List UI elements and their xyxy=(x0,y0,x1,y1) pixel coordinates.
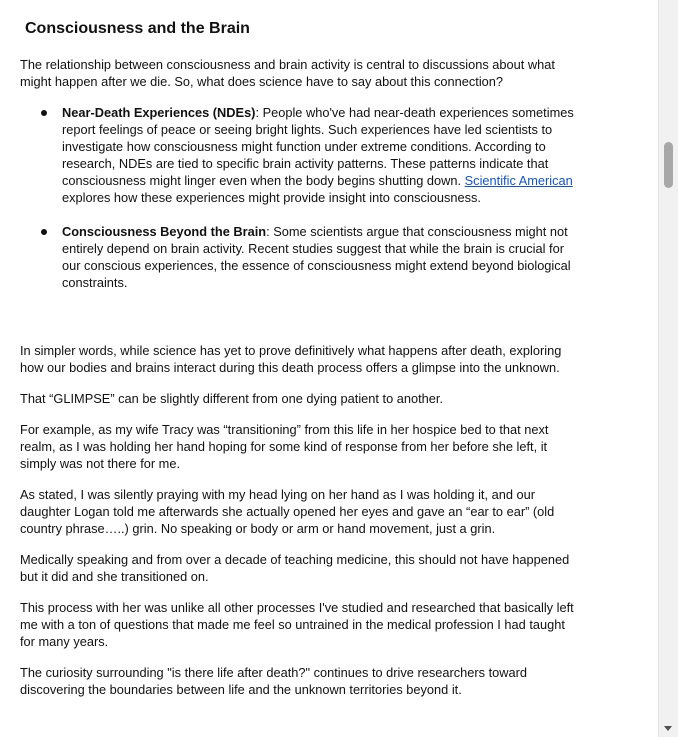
section-heading: Consciousness and the Brain xyxy=(25,20,250,37)
bullet-title: Consciousness Beyond the Brain xyxy=(62,224,267,239)
paragraph: The curiosity surrounding "is there life after death?" continues to drive researchers toward discovering the boundaries between life and the unknown territories beyond it. xyxy=(20,665,527,697)
scroll-down-arrow-icon[interactable] xyxy=(664,726,672,731)
paragraph: This process with her was unlike all other processes I've studied and researched that basically left me with a ton of questions that made me feel so untrained in the medical profession I had taught for many years. xyxy=(20,600,574,649)
bullet-title: Near-Death Experiences (NDEs) xyxy=(62,105,256,120)
scientific-american-link[interactable]: Scientific American xyxy=(464,173,573,188)
list-item-consciousness-beyond-brain xyxy=(62,223,580,291)
scrollbar-thumb[interactable] xyxy=(664,142,673,188)
bullet-dot-icon xyxy=(41,110,47,116)
paragraph: As stated, I was silently praying with my head lying on her hand as I was holding it, and our daughter Logan told me afterwards she actually opened her eyes and gave an “ear to ear” (old country phrase…..) grin. No speaking or body or arm or hand movement, just a grin. xyxy=(20,487,555,536)
bullet-text: : Some scientists argue that consciousness might not entirely depend on brain activity. Recent studies suggest that while the brain is crucial for our conscious experiences, the essence of consciousness might extend beyond biological constraints. xyxy=(62,224,571,290)
vertical-scrollbar[interactable] xyxy=(658,0,678,737)
bullet-text-after-link: explores how these experiences might provide insight into consciousness. xyxy=(62,190,481,205)
bullet-text: : People who've had near-death experiences sometimes report feelings of peace or seeing bright lights. Such experiences have led scientists to investigate how consciousness might function under extreme conditions. According to research, NDEs are tied to specific brain activity patterns. These patterns indicate that consciousness might linger even when the body begins shutting down. xyxy=(62,105,574,188)
intro-paragraph: The relationship between consciousness and brain activity is central to discussions about what might happen after we die. So, what does science have to say about this connection? xyxy=(20,57,555,89)
article-body xyxy=(20,0,580,698)
paragraph: For example, as my wife Tracy was “transitioning” from this life in her hospice bed to that next realm, as I was holding her hand hoping for some kind of response from her before she left, it simply was not there for me. xyxy=(20,422,549,471)
paragraph: That “GLIMPSE” can be slightly different from one dying patient to another. xyxy=(20,391,444,406)
list-item-ndes xyxy=(62,104,580,206)
bullet-list xyxy=(20,104,580,291)
paragraph: In simpler words, while science has yet to prove definitively what happens after death, exploring how our bodies and brains interact during this death process offers a glimpse into the unknown. xyxy=(20,343,562,375)
bullet-dot-icon xyxy=(41,229,47,235)
paragraph: Medically speaking and from over a decade of teaching medicine, this should not have happened but it did and she transitioned on. xyxy=(20,552,570,584)
